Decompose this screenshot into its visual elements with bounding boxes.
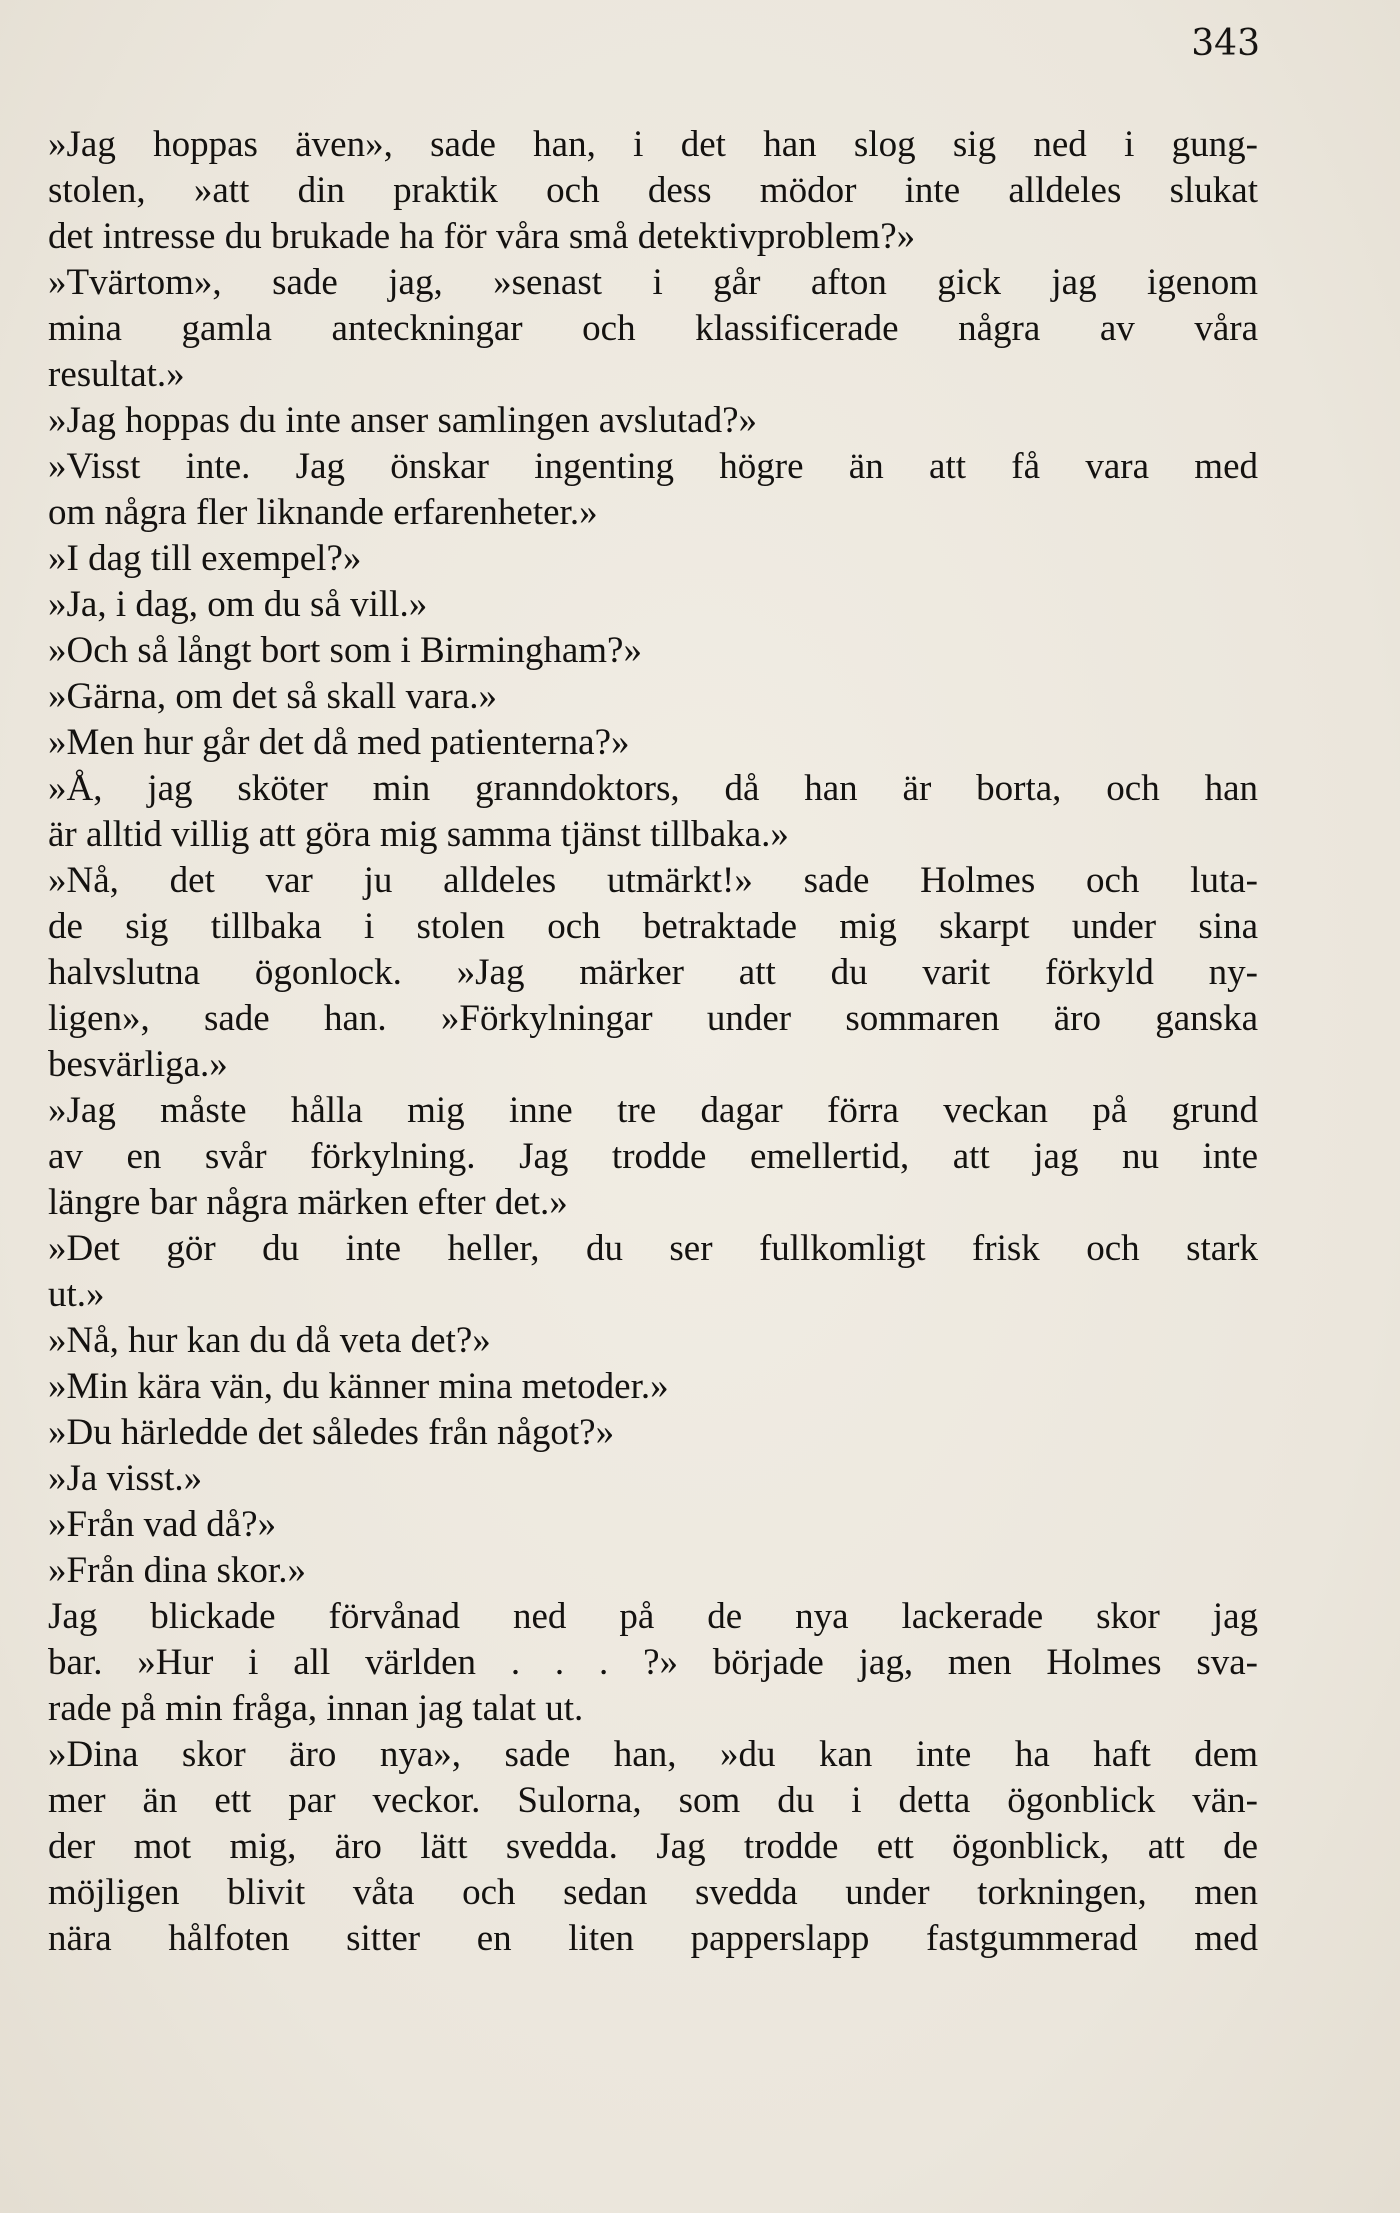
text-line: der mot mig, äro lätt svedda. Jag trodde ett ögonblick, att de bbox=[48, 1826, 1258, 1867]
text-line: »Från vad då?» bbox=[48, 1504, 277, 1545]
text-line: nära hålfoten sitter en liten papperslapp fastgummerad med bbox=[48, 1918, 1258, 1959]
text-line: »Ja, i dag, om du så vill.» bbox=[48, 584, 428, 625]
text-line: »Du härledde det således från något?» bbox=[48, 1412, 615, 1453]
text-line: »Dina skor äro nya», sade han, »du kan inte ha haft dem bbox=[48, 1734, 1258, 1775]
text-line: »Och så långt bort som i Birmingham?» bbox=[48, 630, 642, 671]
text-line: »Från dina skor.» bbox=[48, 1550, 306, 1591]
page-number: 343 bbox=[1191, 23, 1260, 64]
text-line: det intresse du brukade ha för våra små detektivproblem?» bbox=[48, 216, 916, 257]
text-line: »Det gör du inte heller, du ser fullkomligt frisk och stark bbox=[48, 1228, 1258, 1269]
text-line: »Min kära vän, du känner mina metoder.» bbox=[48, 1366, 669, 1407]
text-line: »Jag hoppas du inte anser samlingen avslutad?» bbox=[48, 400, 757, 441]
text-line: mer än ett par veckor. Sulorna, som du i detta ögonblick vän- bbox=[48, 1780, 1258, 1821]
text-line: mina gamla anteckningar och klassificerade några av våra bbox=[48, 308, 1258, 349]
text-line: »Men hur går det då med patienterna?» bbox=[48, 722, 630, 763]
text-line: bar. »Hur i all världen . . . ?» började jag, men Holmes sva- bbox=[48, 1642, 1258, 1683]
text-line: ligen», sade han. »Förkylningar under sommaren äro ganska bbox=[48, 998, 1258, 1039]
text-line: Jag blickade förvånad ned på de nya lackerade skor jag bbox=[48, 1596, 1258, 1637]
text-line: möjligen blivit våta och sedan svedda under torkningen, men bbox=[48, 1872, 1258, 1913]
text-line: de sig tillbaka i stolen och betraktade mig skarpt under sina bbox=[48, 906, 1258, 947]
text-line: »Jag måste hålla mig inne tre dagar förra veckan på grund bbox=[48, 1090, 1258, 1131]
text-line: ut.» bbox=[48, 1274, 105, 1315]
text-line: »Gärna, om det så skall vara.» bbox=[48, 676, 497, 717]
text-line: resultat.» bbox=[48, 354, 185, 395]
text-line: rade på min fråga, innan jag talat ut. bbox=[48, 1688, 584, 1729]
text-line: »Nå, hur kan du då veta det?» bbox=[48, 1320, 491, 1361]
text-line: om några fler liknande erfarenheter.» bbox=[48, 492, 598, 533]
text-line: »Å, jag sköter min granndoktors, då han är borta, och han bbox=[48, 768, 1258, 809]
text-line: »Visst inte. Jag önskar ingenting högre än att få vara med bbox=[48, 446, 1258, 487]
text-line: besvärliga.» bbox=[48, 1044, 228, 1085]
text-line: »Tvärtom», sade jag, »senast i går afton gick jag igenom bbox=[48, 262, 1258, 303]
text-line: stolen, »att din praktik och dess mödor inte alldeles slukat bbox=[48, 170, 1258, 211]
text-line: »Nå, det var ju alldeles utmärkt!» sade Holmes och luta- bbox=[48, 860, 1258, 901]
body-text bbox=[48, 122, 1258, 1962]
text-line: längre bar några märken efter det.» bbox=[48, 1182, 568, 1223]
text-line: »Ja visst.» bbox=[48, 1458, 203, 1499]
text-line: är alltid villig att göra mig samma tjänst tillbaka.» bbox=[48, 814, 789, 855]
text-line: »Jag hoppas även», sade han, i det han slog sig ned i gung- bbox=[48, 124, 1258, 165]
text-line: »I dag till exempel?» bbox=[48, 538, 362, 579]
text-line: halvslutna ögonlock. »Jag märker att du varit förkyld ny- bbox=[48, 952, 1258, 993]
text-line: av en svår förkylning. Jag trodde emellertid, att jag nu inte bbox=[48, 1136, 1258, 1177]
